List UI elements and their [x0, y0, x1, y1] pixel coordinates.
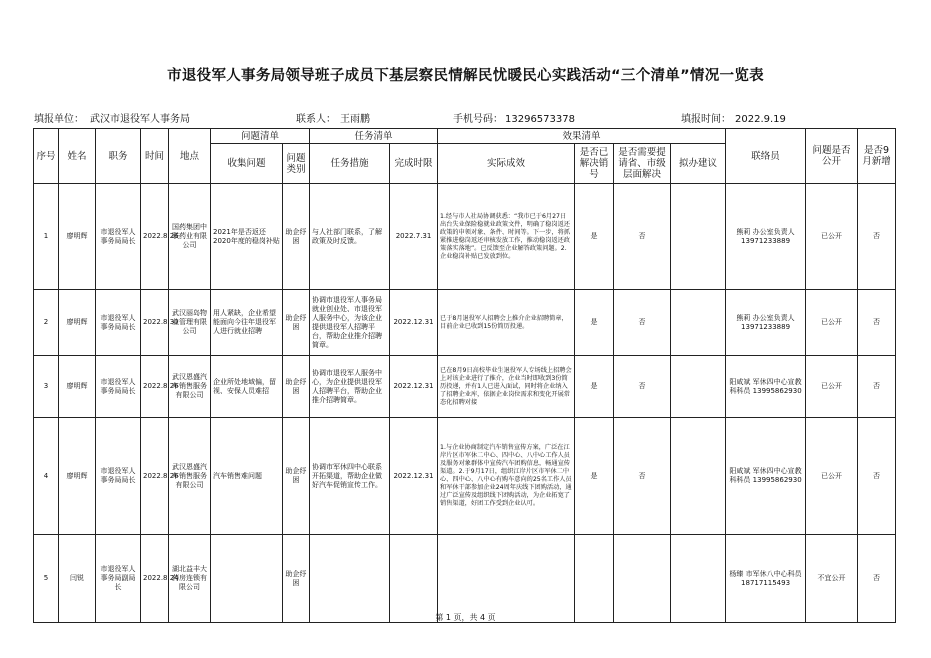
header-measures: 任务措施 — [310, 144, 390, 184]
cell-public: 已公开 — [806, 290, 858, 356]
cell-public: 已公开 — [806, 356, 858, 418]
cell-time: 2022.8.26 — [141, 184, 169, 290]
cell-no: 3 — [34, 356, 59, 418]
cell-no: 5 — [34, 535, 59, 623]
cell-deadline: 2022.12.31 — [390, 290, 438, 356]
cell-public: 已公开 — [806, 184, 858, 290]
cell-deadline — [390, 535, 438, 623]
cell-category: 助企纾困 — [283, 418, 310, 535]
cell-resolved: 是 — [575, 356, 614, 418]
table-row — [34, 535, 896, 623]
contact-person — [296, 110, 370, 125]
phone-number-label: 手机号码： — [453, 114, 503, 125]
cell-need-submit: 否 — [614, 418, 671, 535]
cell-new: 否 — [858, 535, 896, 623]
table-row — [34, 290, 896, 356]
header-contact: 联络员 — [726, 129, 806, 184]
header-position: 职务 — [96, 129, 141, 184]
cell-collect: 企业所处地域偏，留视、安保人员难招 — [211, 356, 283, 418]
cell-position: 市退役军人事务局局长 — [96, 184, 141, 290]
cell-position: 市退役军人事务局局长 — [96, 290, 141, 356]
cell-proposal — [671, 356, 726, 418]
cell-result: 1.经与市人社局协调获悉：“我市已于6月27日出台失业保险稳就业政策文件，明确了稳岗返还政策的申领对象、条件、时间等。下一步，将抓紧推进稳岗返还审核发放工作，推动稳岗返还政策落实落地”。已反馈至企业解答政策问题。2.企业稳岗补贴已发放到位。 — [438, 184, 575, 290]
cell-measures: 与人社部门联系，了解政策及时反馈。 — [310, 184, 390, 290]
header-group-row — [34, 129, 896, 144]
group-effect-list: 效果清单 — [438, 129, 726, 144]
cell-result: 已于8月退役军人招聘会上推介企业招聘简章，目前企业已收到15份简历投递。 — [438, 290, 575, 356]
cell-result: 已在8月9日高校毕业生退役军人专场线上招聘会上对该企业进行了推介，企业当时即收到3份简历投递，并有1人已进入面试，同时将企业纳入了招聘企业库，依据企业岗位需求和变化开展常态化招聘对接 — [438, 356, 575, 418]
cell-public: 已公开 — [806, 418, 858, 535]
cell-contact: 熊莉 办公室负责人 13971233889 — [726, 290, 806, 356]
cell-position: 市退役军人事务局副局长 — [96, 535, 141, 623]
cell-place: 武汉恩盛汽车销售服务有限公司 — [169, 356, 211, 418]
cell-measures: 协调市军休四中心联系开拓渠道，帮助企业做好汽车促销宣传工作。 — [310, 418, 390, 535]
cell-time: 2022.8.24 — [141, 535, 169, 623]
header-need-submit: 是否需要提请省、市级层面解决 — [614, 144, 671, 184]
header-resolved: 是否已解决销号 — [575, 144, 614, 184]
fill-unit-value: 武汉市退役军人事务局 — [90, 114, 190, 125]
cell-proposal — [671, 535, 726, 623]
three-lists-table — [33, 128, 896, 623]
cell-name: 廖明辉 — [59, 184, 96, 290]
header-public: 问题是否公开 — [806, 129, 858, 184]
header-result: 实际成效 — [438, 144, 575, 184]
header-collect: 收集问题 — [211, 144, 283, 184]
cell-category: 助企纾困 — [283, 535, 310, 623]
cell-collect: 用人紧缺，企业希望能面向今往年退役军人进行就业招聘 — [211, 290, 283, 356]
cell-category: 助企纾困 — [283, 290, 310, 356]
fill-date-label: 填报时间： — [681, 114, 731, 125]
cell-resolved: 是 — [575, 184, 614, 290]
table-row — [34, 184, 896, 290]
cell-time: 2022.8.30 — [141, 290, 169, 356]
cell-category: 助企纾困 — [283, 184, 310, 290]
cell-measures: 协调市退役军人服务中心，为企业提供退役军人招聘平台，帮助企业推介招聘简章。 — [310, 356, 390, 418]
cell-deadline: 2022.12.31 — [390, 356, 438, 418]
cell-collect: 汽车销售难问题 — [211, 418, 283, 535]
cell-place: 湖北益丰大药房连锁有限公司 — [169, 535, 211, 623]
fill-date-value: 2022.9.19 — [735, 114, 786, 125]
cell-resolved: 是 — [575, 290, 614, 356]
cell-place: 武汉恩盛汽车销售服务有限公司 — [169, 418, 211, 535]
table-row — [34, 418, 896, 535]
cell-resolved: 是 — [575, 418, 614, 535]
contact-person-label: 联系人： — [296, 114, 336, 125]
cell-no: 4 — [34, 418, 59, 535]
group-task-list: 任务清单 — [310, 129, 438, 144]
cell-result — [438, 535, 575, 623]
cell-position: 市退役军人事务局局长 — [96, 418, 141, 535]
fill-date — [681, 110, 786, 125]
cell-need-submit: 否 — [614, 290, 671, 356]
cell-new: 否 — [858, 290, 896, 356]
cell-name: 廖明辉 — [59, 418, 96, 535]
cell-name: 廖明辉 — [59, 290, 96, 356]
phone-number — [453, 110, 575, 125]
cell-new: 否 — [858, 418, 896, 535]
cell-need-submit: 否 — [614, 356, 671, 418]
group-problem-list: 问题清单 — [211, 129, 310, 144]
cell-resolved — [575, 535, 614, 623]
cell-proposal — [671, 418, 726, 535]
cell-contact: 阳咸斌 军休四中心宣教科科员 13995862930 — [726, 356, 806, 418]
contact-person-value: 王雨鹏 — [340, 114, 370, 125]
header-no: 序号 — [34, 129, 59, 184]
cell-new: 否 — [858, 356, 896, 418]
cell-contact: 阳咸斌 军休四中心宣教科科员 13995862930 — [726, 418, 806, 535]
fill-unit — [34, 110, 190, 125]
header-place: 地点 — [169, 129, 211, 184]
cell-deadline: 2022.7.31 — [390, 184, 438, 290]
cell-contact: 熊莉 办公室负责人 13971233889 — [726, 184, 806, 290]
cell-public: 不宜公开 — [806, 535, 858, 623]
cell-collect: 2021年是否返还2020年度的稳岗补贴 — [211, 184, 283, 290]
cell-no: 1 — [34, 184, 59, 290]
header-category: 问题类别 — [283, 144, 310, 184]
cell-new: 否 — [858, 184, 896, 290]
cell-name: 闫锐 — [59, 535, 96, 623]
cell-collect — [211, 535, 283, 623]
cell-deadline: 2022.12.31 — [390, 418, 438, 535]
cell-need-submit: 否 — [614, 184, 671, 290]
cell-proposal — [671, 290, 726, 356]
cell-result: 1.与企业协商制定汽车销售宣传方案，广泛在江岸片区市军休二中心、四中心、八中心工作人员及服务对象群体中宣传汽车团购信息，畅通宣传渠道。2.于9月17日，组织江岸片区市军休二中心、四中心、八中心有购车意向的25名工作人员和军休干部参加企业24周年庆线下团购活动，通过广泛宣传及组织线下团购活动，为企业拓宽了销售渠道，好团工作受到企业认可。 — [438, 418, 575, 535]
header-time: 时间 — [141, 129, 169, 184]
fill-unit-label: 填报单位： — [34, 114, 84, 125]
cell-measures — [310, 535, 390, 623]
cell-place: 武汉丽岛物业管理有限公司 — [169, 290, 211, 356]
cell-proposal — [671, 184, 726, 290]
header-deadline: 完成时限 — [390, 144, 438, 184]
cell-measures: 协调市退役军人事务局就业创业处、市退役军人服务中心，为该企业提供退役军人招聘平台，帮助企业推介招聘简章。 — [310, 290, 390, 356]
cell-no: 2 — [34, 290, 59, 356]
page-footer: 第 1 页，共 4 页 — [435, 613, 496, 622]
header-proposal: 拟办建议 — [671, 144, 726, 184]
cell-place: 国药集团中联药业有限公司 — [169, 184, 211, 290]
cell-contact: 杨臻 市军休八中心科员 18717115493 — [726, 535, 806, 623]
cell-time: 2022.8.26 — [141, 356, 169, 418]
header-name: 姓名 — [59, 129, 96, 184]
document-title: 市退役军人事务局领导班子成员下基层察民情解民忧暖民心实践活动“三个清单”情况一览表 — [167, 68, 764, 84]
phone-number-value: 13296573378 — [505, 114, 575, 125]
cell-category: 助企纾困 — [283, 356, 310, 418]
cell-time: 2022.8.26 — [141, 418, 169, 535]
cell-position: 市退役军人事务局局长 — [96, 356, 141, 418]
table-row — [34, 356, 896, 418]
header-new: 是否9月新增 — [858, 129, 896, 184]
cell-need-submit — [614, 535, 671, 623]
cell-name: 廖明辉 — [59, 356, 96, 418]
